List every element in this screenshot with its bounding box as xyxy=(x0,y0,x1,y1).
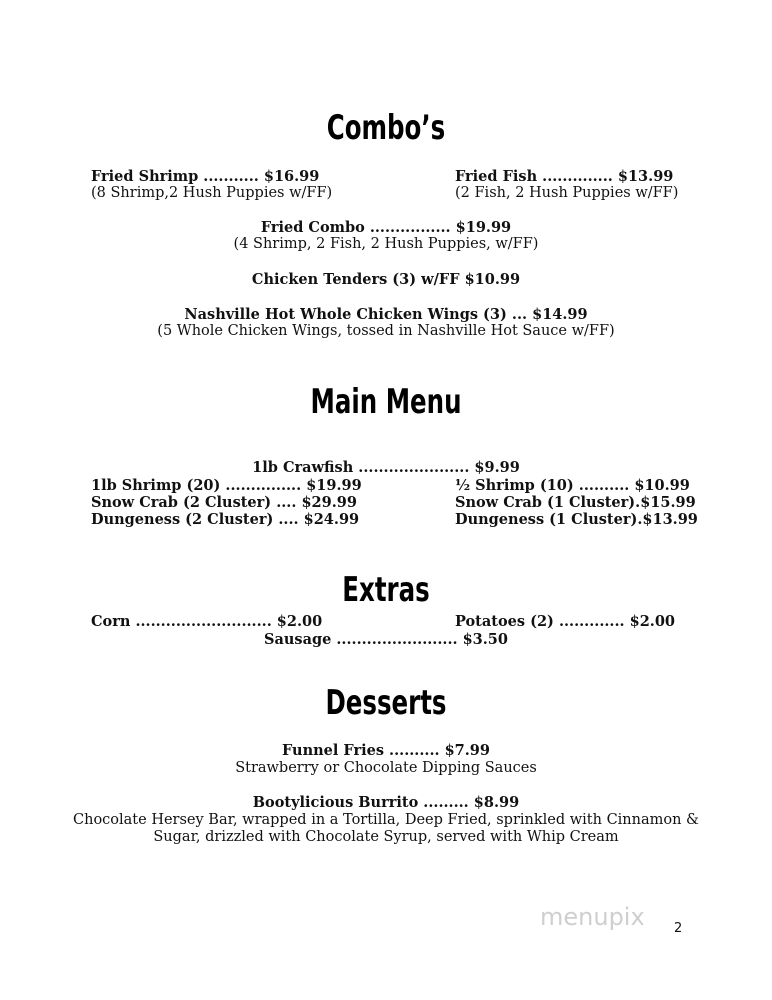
item-dungeness-1: Dungeness (1 Cluster).$13.99 xyxy=(455,511,698,528)
main-menu-heading: Main Menu xyxy=(310,382,462,422)
item-potatoes: Potatoes (2) ............. $2.00 xyxy=(455,613,676,630)
page-number: 2 xyxy=(674,921,683,936)
menupix-watermark: menupix xyxy=(540,903,645,931)
desserts-heading: Desserts xyxy=(325,683,447,723)
item-fried-fish: Fried Fish .............. $13.99 xyxy=(455,168,674,185)
item-fried-combo-desc: (4 Shrimp, 2 Fish, 2 Hush Puppies, w/FF) xyxy=(233,236,539,252)
item-wings-desc: (5 Whole Chicken Wings, tossed in Nashville Hot Sauce w/FF) xyxy=(157,323,615,339)
item-corn: Corn ........................... $2.00 xyxy=(91,613,323,630)
item-snow-crab-1: Snow Crab (1 Cluster).$15.99 xyxy=(455,494,696,511)
item-funnel-fries: Funnel Fries .......... $7.99 xyxy=(281,742,490,759)
item-fried-shrimp-desc: (8 Shrimp,2 Hush Puppies w/FF) xyxy=(91,185,333,201)
item-chicken-tenders: Chicken Tenders (3) w/FF $10.99 xyxy=(251,271,521,288)
item-shrimp-half: ½ Shrimp (10) .......... $10.99 xyxy=(455,477,690,494)
item-burrito: Bootylicious Burrito ......... $8.99 xyxy=(252,794,520,811)
item-wings: Nashville Hot Whole Chicken Wings (3) ... $14.99 xyxy=(184,306,588,323)
combos-heading: Combo’s xyxy=(326,108,446,148)
item-fried-fish-desc: (2 Fish, 2 Hush Puppies w/FF) xyxy=(455,185,679,201)
item-crawfish: 1lb Crawfish ...................... $9.99 xyxy=(252,459,520,476)
extras-heading: Extras xyxy=(342,570,430,610)
item-dungeness-2: Dungeness (2 Cluster) .... $24.99 xyxy=(91,511,360,528)
item-snow-crab-2: Snow Crab (2 Cluster) .... $29.99 xyxy=(91,494,357,511)
item-burrito-desc-1: Chocolate Hersey Bar, wrapped in a Tortilla, Deep Fried, sprinkled with Cinnamon & xyxy=(73,812,699,828)
item-shrimp-1lb: 1lb Shrimp (20) ............... $19.99 xyxy=(91,477,362,494)
item-fried-combo: Fried Combo ................ $19.99 xyxy=(260,219,512,236)
item-fried-shrimp: Fried Shrimp ........... $16.99 xyxy=(91,168,320,185)
item-funnel-fries-desc: Strawberry or Chocolate Dipping Sauces xyxy=(235,760,537,776)
item-burrito-desc-2: Sugar, drizzled with Chocolate Syrup, served with Whip Cream xyxy=(153,829,619,845)
item-sausage: Sausage ........................ $3.50 xyxy=(264,631,508,648)
